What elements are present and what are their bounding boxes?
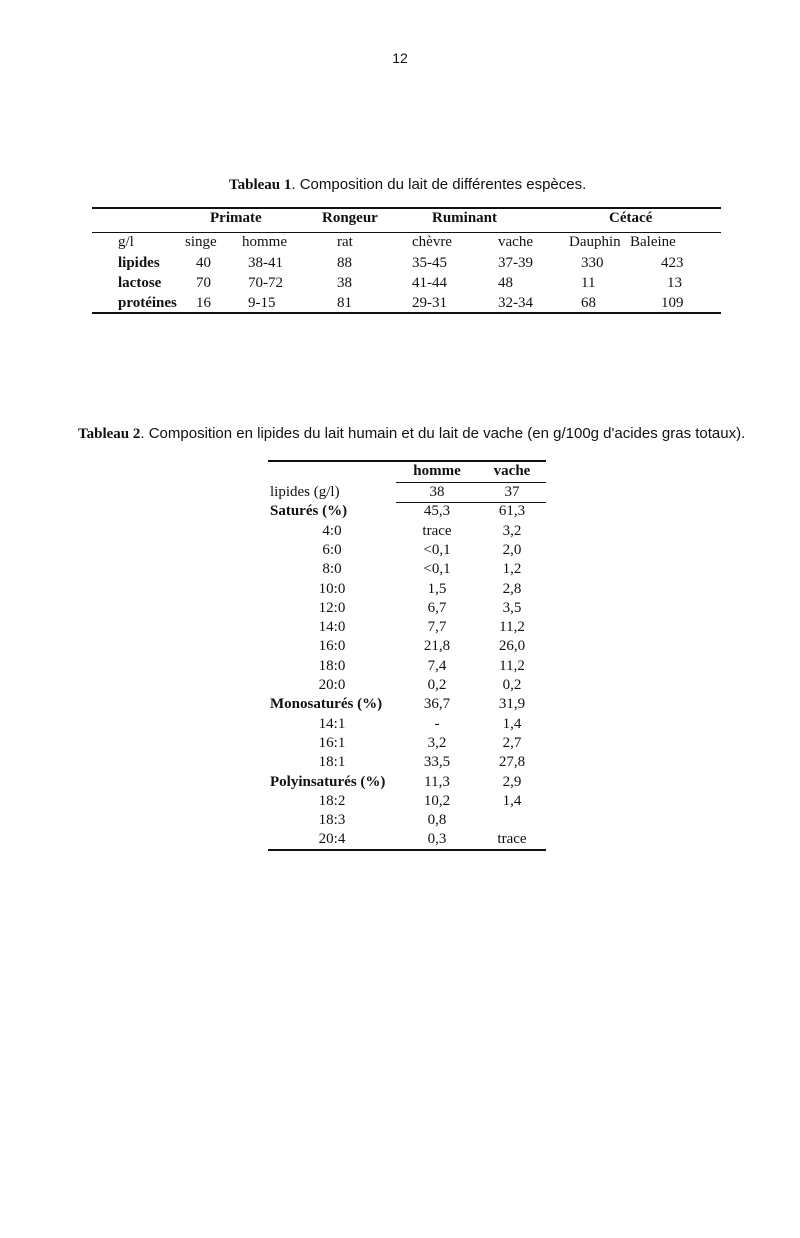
table1-caption-label: Tableau 1 (229, 177, 292, 193)
table1-cell: 70 (196, 275, 211, 291)
table2-row-label: Monosaturés (%) (270, 696, 383, 713)
table2-cell-vache: 3,2 (502, 522, 522, 539)
table2-row (268, 754, 546, 773)
table2-row (268, 696, 546, 715)
table1-cell: 38-41 (248, 255, 283, 271)
table1-unit: g/l (118, 234, 134, 250)
table2-caption (78, 425, 745, 443)
table2-cell-vache: 11,2 (499, 657, 525, 674)
table1-cell: 29-31 (412, 295, 447, 311)
table1-cell: 423 (661, 255, 684, 271)
table2-row-label: 10:0 (318, 580, 346, 597)
table2-cell-vache: 2,8 (502, 580, 522, 597)
table2-row (268, 523, 546, 542)
table2-cell-homme: 0,3 (427, 831, 447, 848)
table2-cell-vache: trace (497, 831, 527, 848)
table1-cell: 9-15 (248, 295, 276, 311)
table2-cell-homme: 3,2 (427, 734, 447, 751)
table1-cell: 48 (498, 275, 513, 291)
table2-caption-label: Tableau 2 (78, 426, 141, 442)
table1-top-rule (92, 207, 721, 209)
table2-header-rule (396, 482, 546, 483)
table2-cell-vache: 2,7 (502, 734, 522, 751)
table2-row (268, 619, 546, 638)
table2-cell-homme: 6,7 (427, 599, 447, 616)
table1-cell: 37-39 (498, 255, 533, 271)
table2-cell-homme: 0,2 (427, 677, 447, 693)
table2-cell-homme: 10,2 (423, 792, 451, 809)
table1-group-primate: Primate (210, 210, 262, 226)
table1-cell: 13 (667, 275, 682, 291)
table2-row-label: 18:0 (318, 657, 346, 674)
table2-cell-vache: 61,3 (498, 503, 526, 520)
page-number: 12 (392, 50, 408, 66)
table2-row-label: Polyinsaturés (%) (270, 773, 386, 790)
table2-cell-homme: 0,8 (427, 812, 447, 829)
table2-cell-homme: <0,1 (423, 541, 451, 558)
table2-col-homme: homme (413, 463, 461, 479)
table2-row-label: 14:0 (318, 619, 346, 636)
table1-cell: 68 (581, 295, 596, 311)
table1-group-rongeur: Rongeur (322, 210, 378, 226)
table2-top-rule (268, 460, 546, 462)
table2-cell-vache: 1,2 (502, 561, 522, 578)
table1-cell: 16 (196, 295, 211, 311)
table1-cell: 35-45 (412, 255, 447, 271)
table2-row (268, 735, 546, 754)
table2-cell-vache: 26,0 (498, 638, 526, 655)
table1-cell: 41-44 (412, 275, 447, 291)
table2-row-label: 18:3 (318, 812, 346, 829)
table2-row-label: 8:0 (322, 561, 342, 578)
table1-cell: 330 (581, 255, 604, 271)
table2-cell-homme: 38 (429, 484, 445, 500)
table2-cell-vache: 2,9 (502, 773, 522, 790)
table2-row-label: 14:1 (318, 715, 346, 732)
table1-cell: 40 (196, 255, 211, 271)
table2-row (268, 793, 546, 812)
table1-cell: 32-34 (498, 295, 533, 311)
table2-row (268, 542, 546, 561)
table2-row-label: 6:0 (322, 541, 342, 558)
table2-cell-homme: 21,8 (423, 638, 451, 655)
table2-cell-vache: 11,2 (499, 619, 525, 636)
table1-species: vache (498, 234, 533, 250)
table2-row-label: 18:2 (318, 792, 346, 809)
table2-cell-vache: 1,4 (502, 715, 522, 732)
table2-row (268, 638, 546, 657)
table2-caption-text: . Composition en lipides du lait humain et du lait de vache (en g/100g d'acides gras totaux). (140, 425, 746, 442)
table2-row-label: lipides (g/l) (270, 484, 340, 500)
table1-mid-rule (92, 232, 721, 233)
table1-row-label: protéines (118, 295, 177, 311)
table1-species: homme (242, 234, 287, 250)
table2-row-label: 4:0 (322, 522, 342, 539)
table2-col-vache: vache (493, 463, 531, 479)
table1-species: Baleine (630, 234, 676, 250)
table2-row (268, 600, 546, 619)
table1-bottom-rule (92, 312, 721, 314)
table2-cell-homme: trace (422, 522, 452, 539)
table2-row-label: 20:0 (318, 677, 346, 693)
table2-row (268, 812, 546, 831)
table2-cell-homme: 7,7 (427, 619, 447, 636)
table1-cell: 109 (661, 295, 684, 311)
table2-row (268, 716, 546, 735)
table1-cell: 70-72 (248, 275, 283, 291)
table2-cell-homme: <0,1 (423, 561, 451, 578)
table1-group-cetace: Cétacé (609, 210, 653, 226)
table2-bottom-rule (268, 849, 546, 851)
table1-cell: 81 (337, 295, 352, 311)
table2-row-label: 20:4 (318, 831, 346, 848)
table2-row-label: 16:0 (318, 638, 346, 655)
table2-row-label: 18:1 (318, 754, 346, 771)
table2-row (268, 658, 546, 677)
table2-row (268, 831, 546, 850)
table2-cell-vache: 37 (504, 484, 520, 500)
table2-row (268, 581, 546, 600)
table2-cell-vache: 31,9 (498, 696, 526, 713)
table1-group-ruminant: Ruminant (432, 210, 498, 226)
table2-cell-homme: 11,3 (424, 773, 450, 790)
table1 (92, 207, 721, 313)
table2-cell-vache: 2,0 (502, 541, 522, 558)
table2-cell-homme: 45,3 (423, 503, 451, 520)
table1-species: chèvre (412, 234, 452, 250)
table1-row-label: lactose (118, 275, 162, 291)
table2-header-row (268, 463, 546, 482)
table2-row-label: 12:0 (318, 599, 346, 616)
table2-row (268, 503, 546, 522)
table2-row (268, 677, 546, 696)
table1-species: Dauphin (569, 234, 621, 250)
table1-cell: 88 (337, 255, 352, 271)
table2-row-label: Saturés (%) (270, 503, 348, 520)
table2-cell-homme: 7,4 (427, 657, 447, 674)
table1-caption (229, 176, 586, 194)
table1-caption-text: . Composition du lait de différentes espèces. (291, 176, 587, 193)
table1-cell: 11 (581, 275, 596, 291)
table2-cell-homme: 33,5 (423, 754, 451, 771)
table2-row (268, 774, 546, 793)
table2-row-label: 16:1 (318, 734, 346, 751)
table2-cell-vache: 1,4 (502, 792, 522, 809)
table2 (268, 460, 546, 852)
table2-cell-homme: 1,5 (427, 580, 447, 597)
table1-species: singe (185, 234, 217, 250)
table2-cell-vache: 3,5 (502, 599, 522, 616)
table2-cell-vache: 27,8 (498, 754, 526, 771)
table2-row (268, 561, 546, 580)
table1-row-label: lipides (118, 255, 160, 271)
table2-cell-vache: 0,2 (502, 677, 522, 693)
table2-row (268, 484, 546, 503)
table2-cell-homme: - (434, 715, 440, 732)
table1-cell: 38 (337, 275, 352, 291)
table2-cell-homme: 36,7 (423, 696, 451, 713)
table1-species: rat (337, 234, 353, 250)
